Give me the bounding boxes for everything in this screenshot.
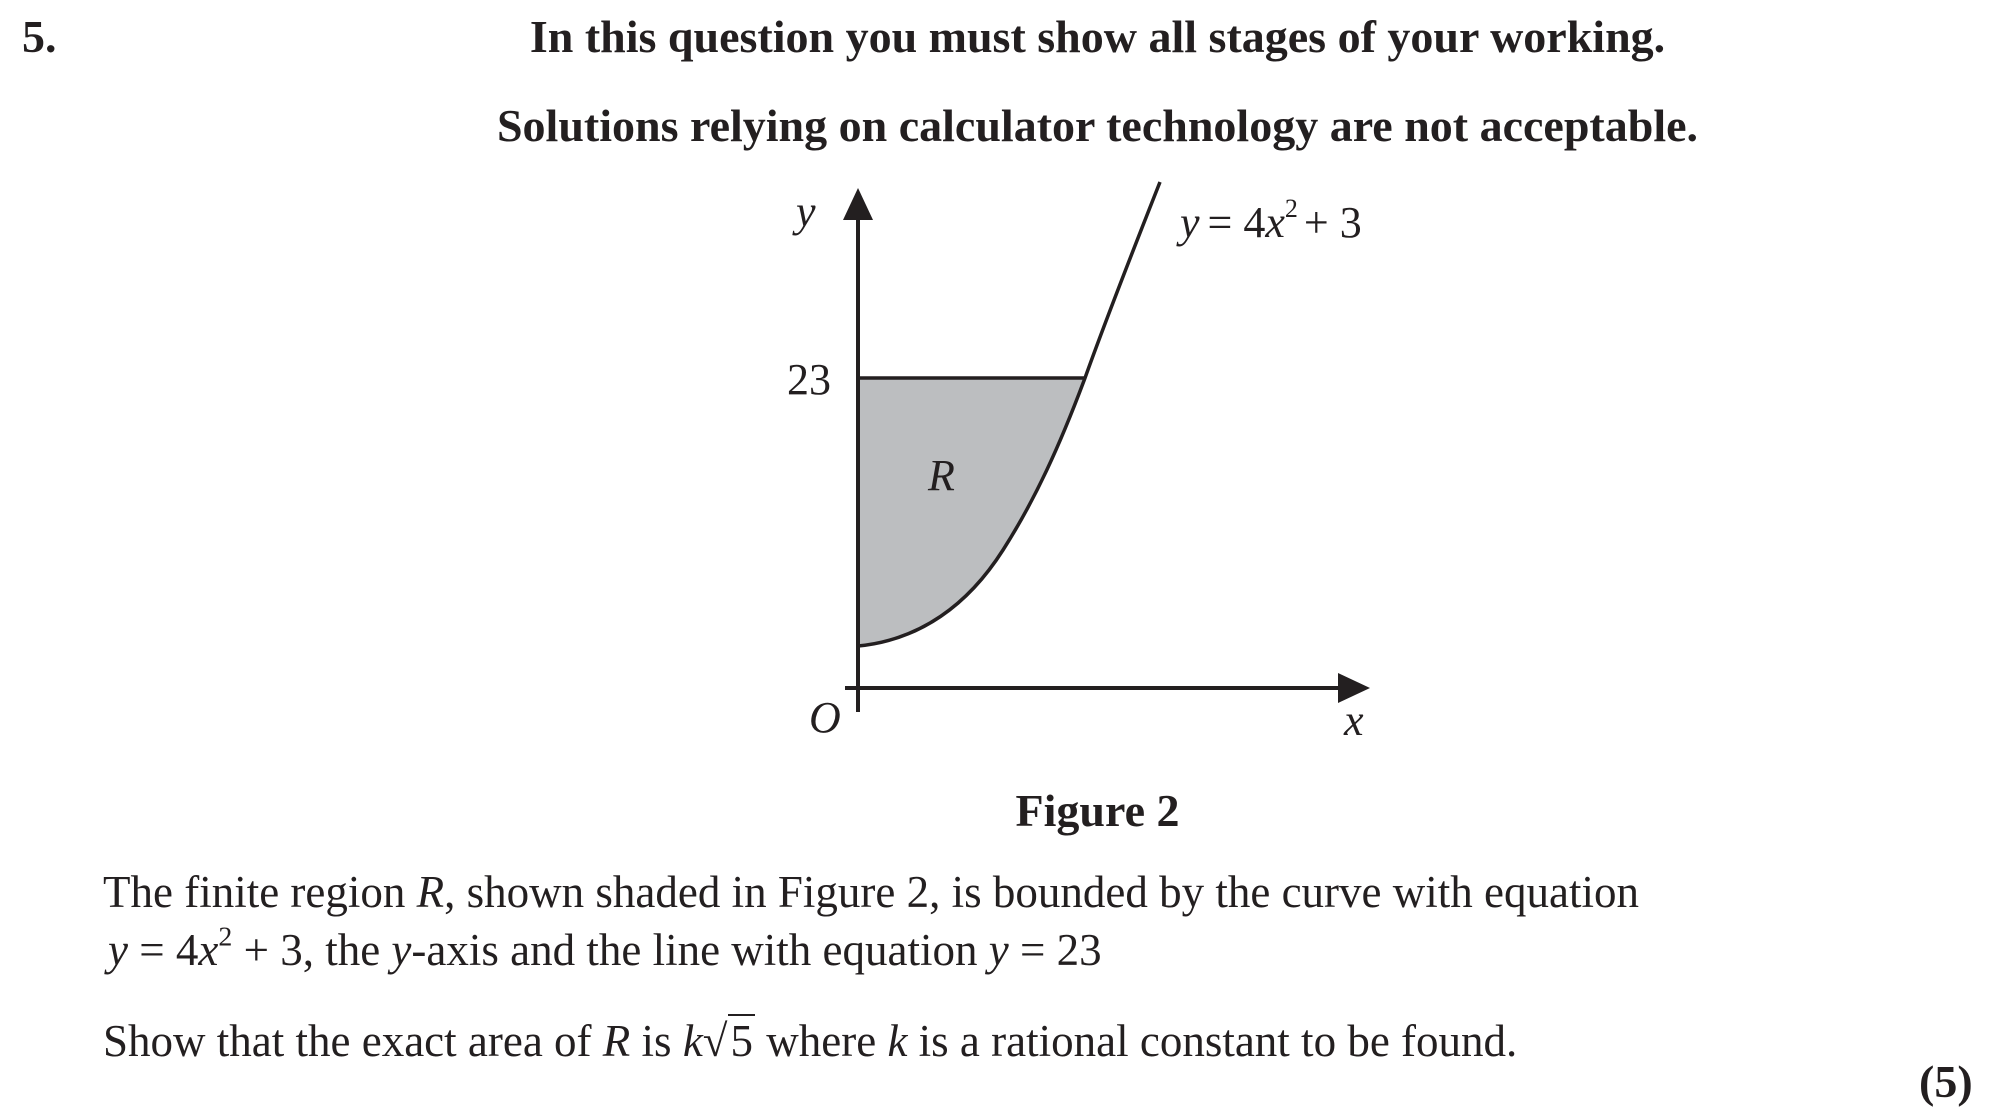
instruction-working: In this question you must show all stages of your working. [529, 11, 1666, 62]
figure-caption: Figure 2 [1015, 785, 1180, 836]
radicand: 5 [728, 1014, 756, 1066]
instruction-calculator: Solutions relying on calculator technology are not acceptable. [496, 100, 1699, 151]
question-paragraph-2: $y = 4x^2 + 3$, the y-axis and the line with equation y = 23 [108, 921, 1102, 975]
curve-equation-label: $y = 4x^2 + 3$ [1180, 194, 1362, 247]
region-label: R [928, 451, 955, 500]
y-axis-label: y [796, 187, 816, 236]
y-axis-arrowhead [843, 188, 873, 220]
question-paragraph-1: The finite region R, shown shaded in Figure 2, is bounded by the curve with equation [103, 867, 1639, 917]
x-axis-label: x [1344, 696, 1364, 745]
question-number: 5. [22, 11, 57, 62]
question-paragraph-3: Show that the exact area of R is k√5 where k is a rational constant to be found. [103, 1016, 1518, 1066]
origin-label: O [809, 693, 841, 742]
marks-indicator: (5) [1919, 1056, 1973, 1107]
y-tick-label-23: 23 [787, 355, 831, 404]
shaded-region-r [858, 378, 1085, 646]
square-root-symbol: √ [702, 1016, 728, 1066]
